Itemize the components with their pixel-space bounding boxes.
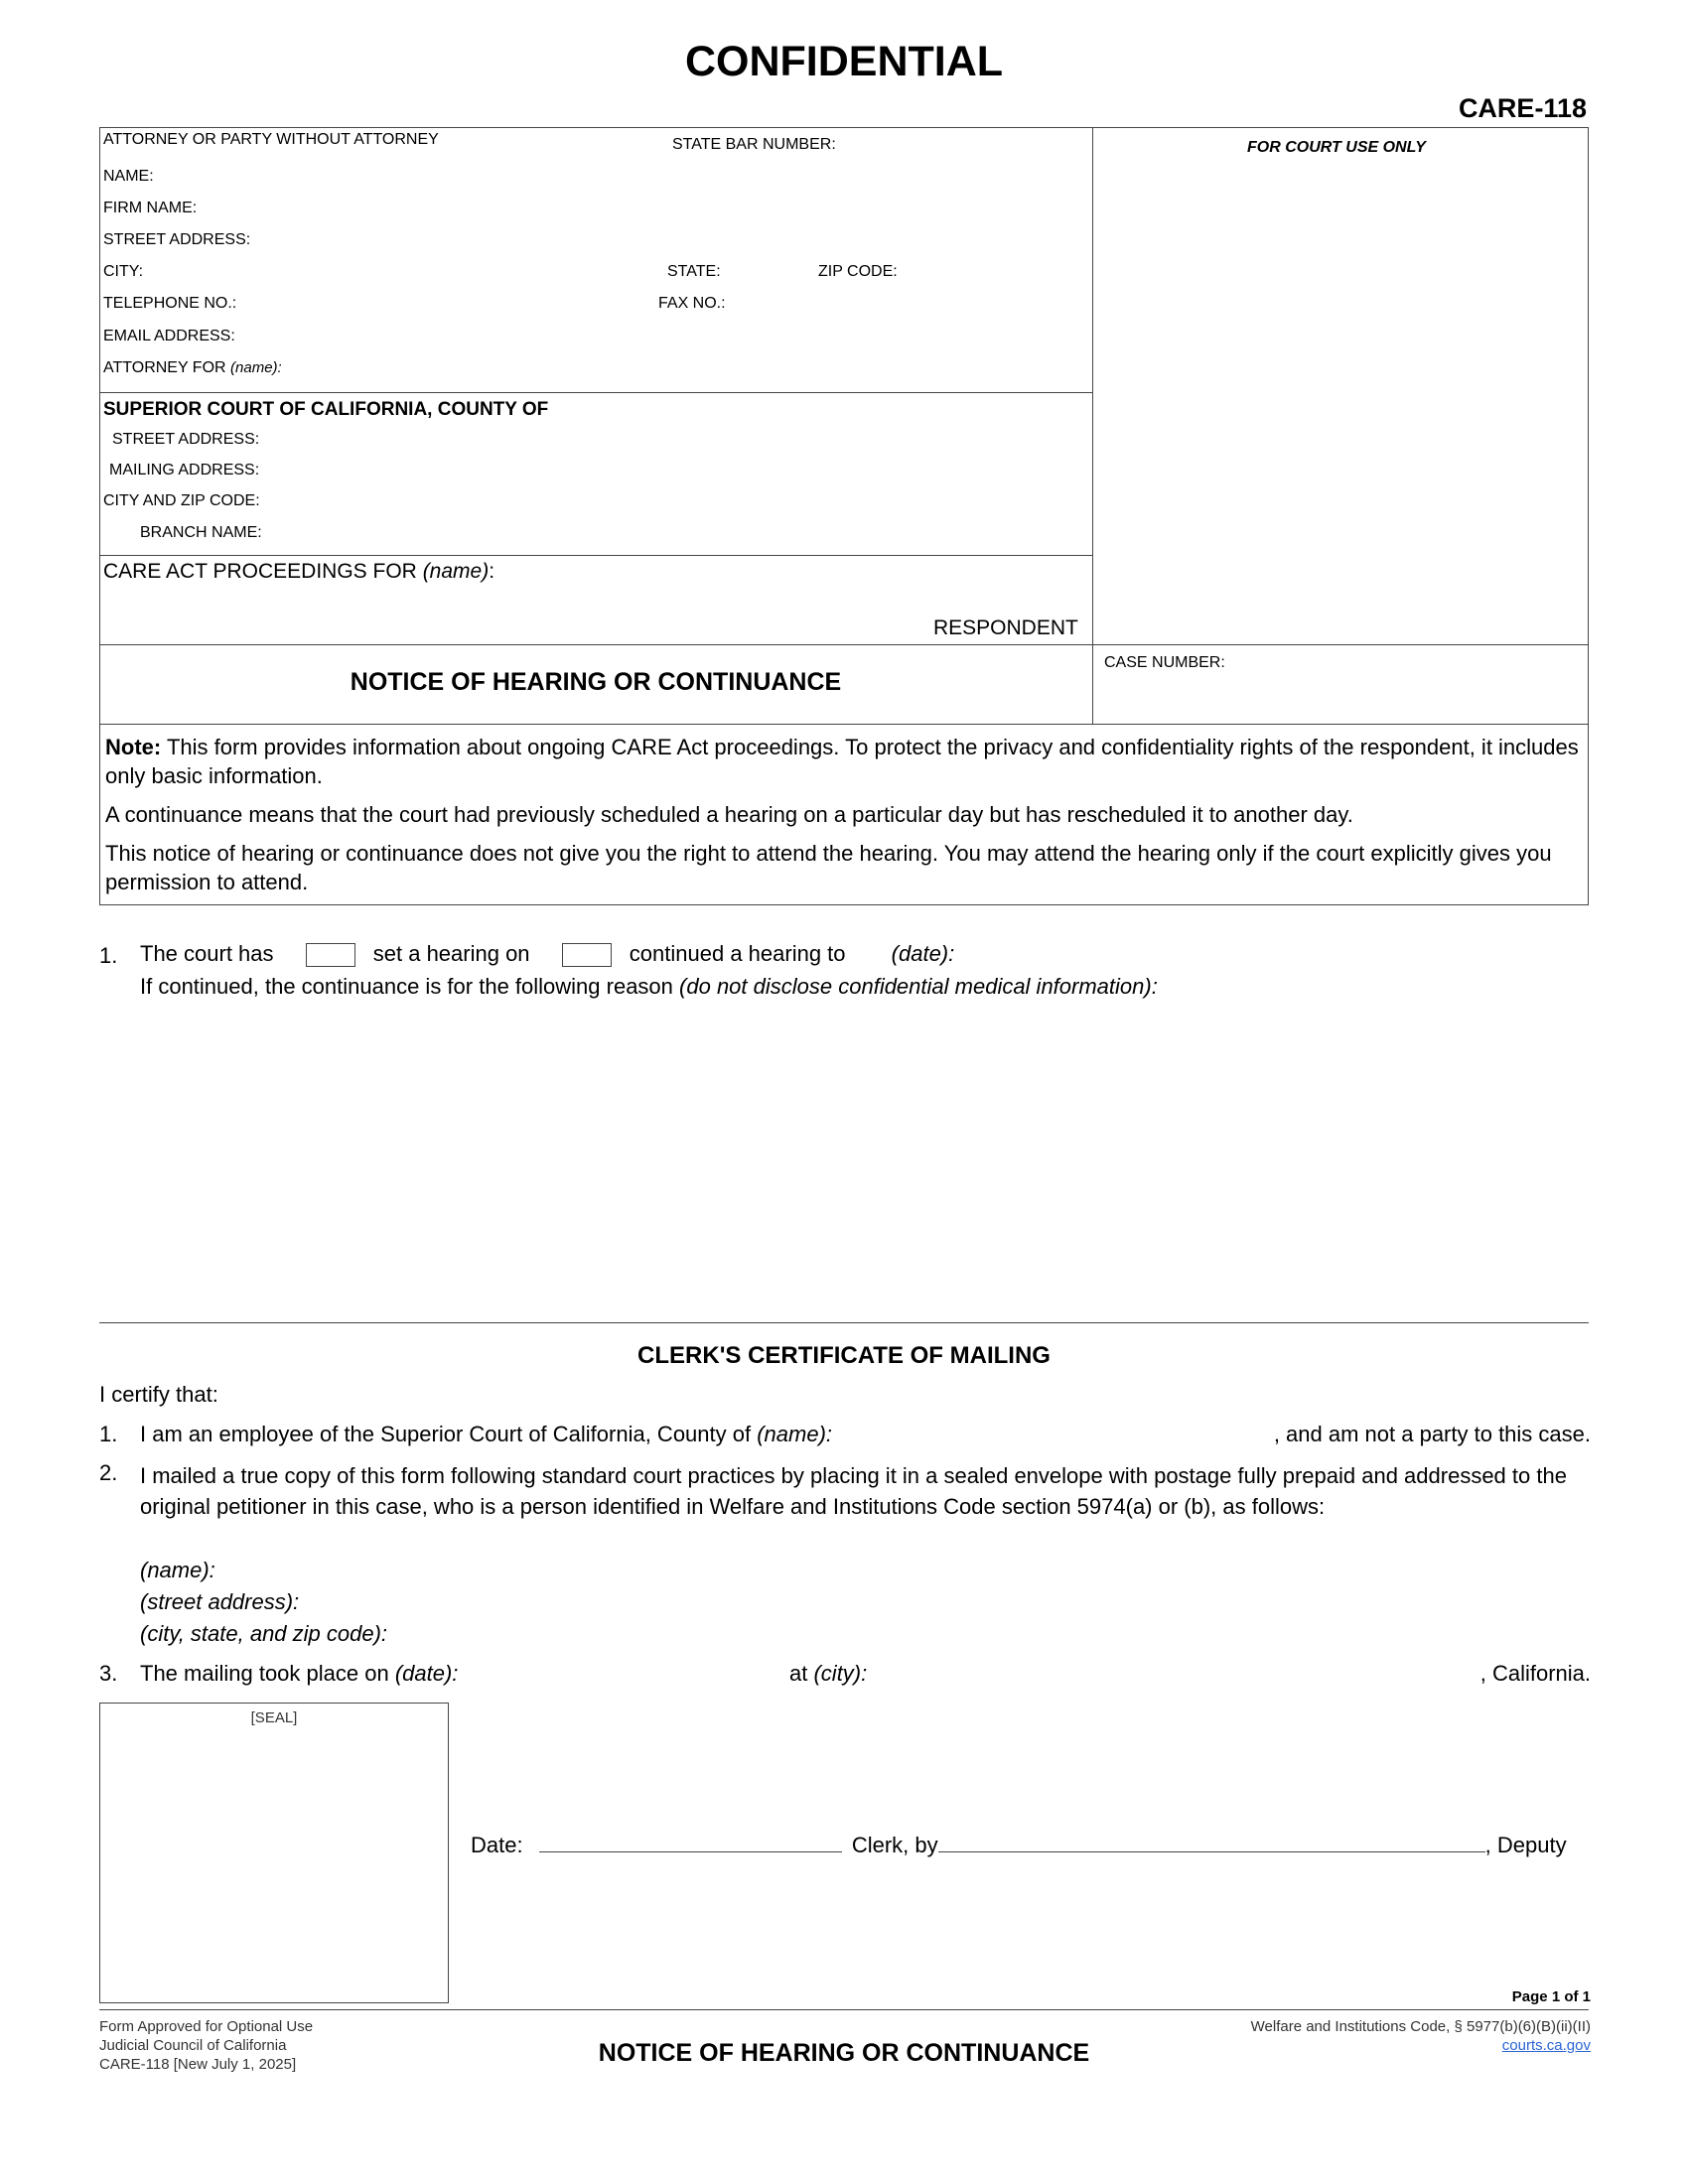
attorney-city-field[interactable]: CITY: [103,263,144,280]
attorney-for-field[interactable] [103,359,282,377]
note-text-1: This form provides information about ongoing CARE Act proceedings. To protect the privacy and confidentiality rights of the respondent, it includes only basic information. [105,735,1579,788]
cert-item2-number: 2. [99,1460,118,1485]
note-paragraph-3: This notice of hearing or continuance does not give you the right to attend the hearing. You may attend the hearing only if the court explicitly gives you permission to attend. [105,841,1552,894]
cert-item1-label: I am an employee of the Superior Court of California, County of [140,1422,752,1446]
court-street-field[interactable]: STREET ADDRESS: [112,431,260,448]
attorney-for-label: ATTORNEY FOR [103,359,226,376]
seal-box [99,1703,449,2003]
footer-approved: Form Approved for Optional Use [99,2018,314,2035]
continuance-reason-field[interactable] [140,974,1158,1000]
petitioner-city-label: (city, state, and zip code): [140,1621,388,1646]
attorney-heading: ATTORNEY OR PARTY WITHOUT ATTORNEY [103,131,439,148]
petitioner-name-field[interactable] [140,1558,215,1583]
signature-date-label: Date: [471,1833,523,1857]
caption-box [99,127,1589,725]
form-number: CARE-118 [1458,93,1587,123]
court-bottom-rule [99,555,1092,556]
mailing-city-field[interactable] [789,1661,867,1687]
fax-field[interactable]: FAX NO.: [658,295,726,312]
california-label: , California. [1479,1661,1591,1686]
footer-code-reference: Welfare and Institutions Code, § 5977(b)(6)(B)(ii)(II) [1250,2018,1591,2035]
branch-name-field[interactable]: BRANCH NAME: [140,524,262,541]
reason-italic: (do not disclose confidential medical information): [679,974,1158,999]
form-title: NOTICE OF HEARING OR CONTINUANCE [350,668,842,696]
seal-label: [SEAL] [250,1709,298,1726]
footer-form-id: CARE-118 [New July 1, 2025] [99,2056,297,2073]
note-bold: Note: [105,735,162,759]
cert-item2-text: I mailed a true copy of this form following standard court practices by placing it in a sealed envelope with postage fully prepaid and addressed to the original petitioner in this case, who is a person identified in Welfare and Institutions Code section 5974(a) or (b), as follows: [140,1463,1567,1519]
proceedings-label: CARE ACT PROCEEDINGS FOR [103,560,417,583]
proceedings-colon: : [489,560,495,583]
cert-item1-text [140,1422,832,1447]
telephone-field[interactable]: TELEPHONE NO.: [103,295,237,312]
clerk-signature-field[interactable] [938,1832,1485,1852]
footer-council: Judicial Council of California [99,2037,287,2054]
mailing-city-italic: (city): [813,1661,868,1686]
caption-divider [1092,127,1093,725]
certify-text: I certify that: [99,1382,218,1407]
state-bar-label: STATE BAR NUMBER: [672,136,836,153]
attorney-bottom-rule [99,392,1092,393]
petitioner-street-field[interactable] [140,1589,299,1615]
note-paragraph-2: A continuance means that the court had previously scheduled a hearing on a particular day but has rescheduled it to another day. [105,802,1353,827]
certificate-separator [99,1322,1589,1323]
court-heading: SUPERIOR COURT OF CALIFORNIA, COUNTY OF [103,399,549,420]
petitioner-name-label: (name): [140,1558,215,1582]
reason-label: If continued, the continuance is for the following reason [140,974,673,999]
note-paragraph-1 [105,733,1582,790]
attorney-for-italic: (name): [230,359,282,376]
attorney-state-field[interactable]: STATE: [667,263,721,280]
page-number: Page 1 of 1 [1511,1988,1591,2005]
petitioner-street-label: (street address): [140,1589,300,1614]
cert-item1-number: 1. [99,1422,118,1446]
signature-date-field[interactable] [539,1832,842,1852]
item1-line [140,941,954,967]
mailing-at-label: at [789,1661,808,1686]
item1-text: The court has [140,941,274,966]
courts-link[interactable]: courts.ca.gov [1501,2037,1591,2054]
attorney-street-field[interactable]: STREET ADDRESS: [103,231,251,248]
court-mailing-field[interactable]: MAILING ADDRESS: [109,462,260,478]
item1-number: 1. [99,943,118,968]
hearing-date-field[interactable]: (date): [891,941,955,966]
title-top-rule [99,644,1589,645]
cert-item1-end: , and am not a party to this case. [1273,1422,1591,1446]
mailing-date-italic: (date): [394,1661,459,1686]
attorney-name-field[interactable]: NAME: [103,168,154,185]
case-number-field[interactable]: CASE NUMBER: [1104,654,1225,671]
proceedings-field[interactable] [103,560,494,584]
certificate-title: CLERK'S CERTIFICATE OF MAILING [637,1342,1051,1369]
note-box [99,724,1589,905]
signature-line [471,1832,1567,1858]
petitioner-city-field[interactable] [140,1621,387,1647]
court-use-label: FOR COURT USE ONLY [1247,139,1426,156]
footer-website-link[interactable] [1502,2037,1591,2054]
footer-title: NOTICE OF HEARING OR CONTINUANCE [598,2039,1090,2067]
mailing-date-field[interactable] [140,1661,458,1687]
continued-hearing-checkbox[interactable] [562,943,612,967]
confidential-title: CONFIDENTIAL [684,38,1004,85]
county-name-field[interactable]: (name): [757,1422,833,1446]
respondent-label: RESPONDENT [933,616,1078,639]
clerk-by-label: Clerk, by [851,1833,938,1857]
email-field[interactable]: EMAIL ADDRESS: [103,328,235,344]
deputy-label: , Deputy [1484,1833,1567,1857]
cert-item3-number: 3. [99,1661,118,1686]
proceedings-italic: (name) [422,560,490,583]
continued-hearing-label: continued a hearing to [629,941,846,966]
firm-name-field[interactable]: FIRM NAME: [103,200,198,216]
mailing-date-label: The mailing took place on [140,1661,389,1686]
footer-rule [99,2009,1589,2010]
attorney-zip-field[interactable]: ZIP CODE: [818,263,898,280]
set-hearing-label: set a hearing on [372,941,530,966]
court-city-zip-field[interactable]: CITY AND ZIP CODE: [103,492,260,509]
set-hearing-checkbox[interactable] [306,943,355,967]
